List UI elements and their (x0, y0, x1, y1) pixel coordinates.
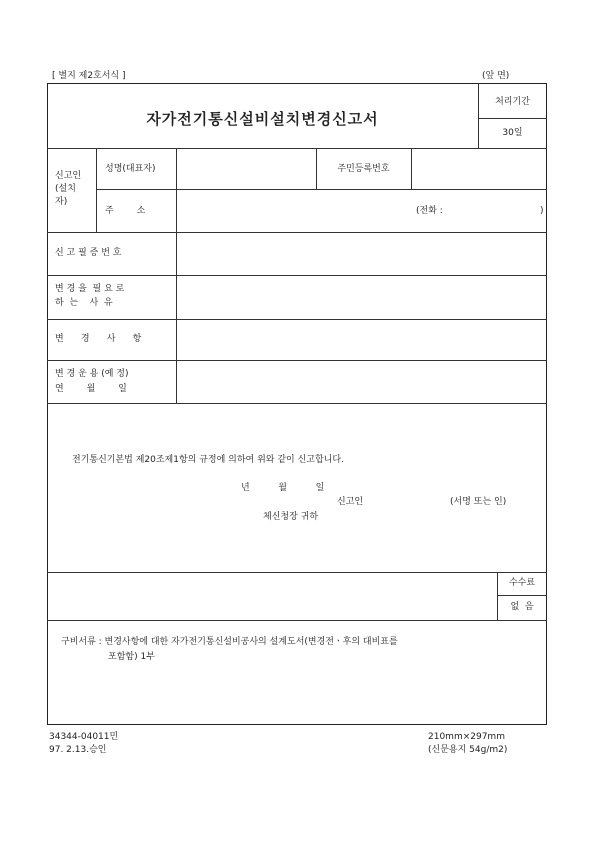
cert-number-field[interactable] (178, 234, 545, 273)
processing-period-value: 30일 (502, 128, 523, 138)
divider (47, 319, 547, 320)
date-label-line1: 변 경 운 용 (예 정) (55, 369, 129, 379)
name-field[interactable] (178, 150, 314, 187)
cert-number-label: 신 고 필 증 번 호 (55, 248, 122, 258)
page-side: (앞 면) (482, 71, 510, 81)
address-field[interactable] (178, 191, 410, 230)
declaration-date: 년 월 일 (241, 483, 325, 493)
divider (478, 83, 479, 148)
phone-label: (전화 : (416, 206, 443, 216)
attachments-line2: 포함함) 1부 (108, 652, 155, 662)
date-field[interactable] (178, 362, 545, 401)
divider (47, 572, 547, 573)
resident-number-label: 주민등록번호 (337, 164, 390, 174)
divider (47, 403, 547, 404)
divider (47, 148, 547, 149)
footer-paper: (신문용지 54g/m2) (428, 745, 508, 755)
signature-note: (서명 또는 인) (450, 497, 507, 507)
form-title: 자가전기통신설비설치변경신고서 (146, 110, 379, 128)
footer-code: 34344-04011민 (49, 732, 119, 742)
fee-label: 수수료 (508, 578, 536, 588)
date-label-line2: 연 월 일 (55, 384, 127, 394)
divider (47, 620, 547, 621)
phone-close: ) (540, 206, 544, 216)
reporter-sign-label: 신고인 (337, 497, 364, 507)
reporter-label: 신고인 (설치 자) (55, 171, 82, 207)
name-label: 성명(대표자) (105, 164, 156, 174)
footer-approval: 97. 2.13.승인 (49, 745, 107, 755)
reason-field[interactable] (178, 277, 545, 317)
divider (497, 595, 547, 596)
divider (176, 148, 177, 403)
attachments-line1: 구비서류 : 변경사항에 대한 자가전기통신설비공사의 설계도서(변경전ㆍ후의 대비표를 (61, 637, 398, 647)
changes-field[interactable] (178, 321, 545, 358)
phone-field[interactable] (458, 193, 538, 228)
changes-label: 변 경 사 항 (55, 334, 142, 344)
fee-value: 없 음 (510, 602, 534, 612)
divider (47, 275, 547, 276)
addressee: 체신청장 귀하 (263, 512, 319, 522)
reason-label-line1: 변 경 을 필 요 로 (55, 284, 125, 294)
divider (411, 148, 412, 189)
form-number: [ 별지 제2호서식 ] (52, 71, 126, 81)
resident-number-field[interactable] (413, 150, 545, 187)
divider (478, 118, 547, 119)
reason-label-line2: 하 는 사 유 (55, 298, 113, 308)
footer-size: 210mm×297mm (428, 732, 505, 742)
declaration-text: 전기통신기본법 제20조제1항의 규정에 의하여 위와 같이 신고합니다. (72, 455, 344, 465)
address-label: 주 소 (105, 206, 146, 216)
divider (96, 189, 547, 190)
divider (47, 232, 547, 233)
divider (96, 148, 97, 232)
processing-period-label: 처리기간 (495, 97, 530, 107)
divider (47, 360, 547, 361)
